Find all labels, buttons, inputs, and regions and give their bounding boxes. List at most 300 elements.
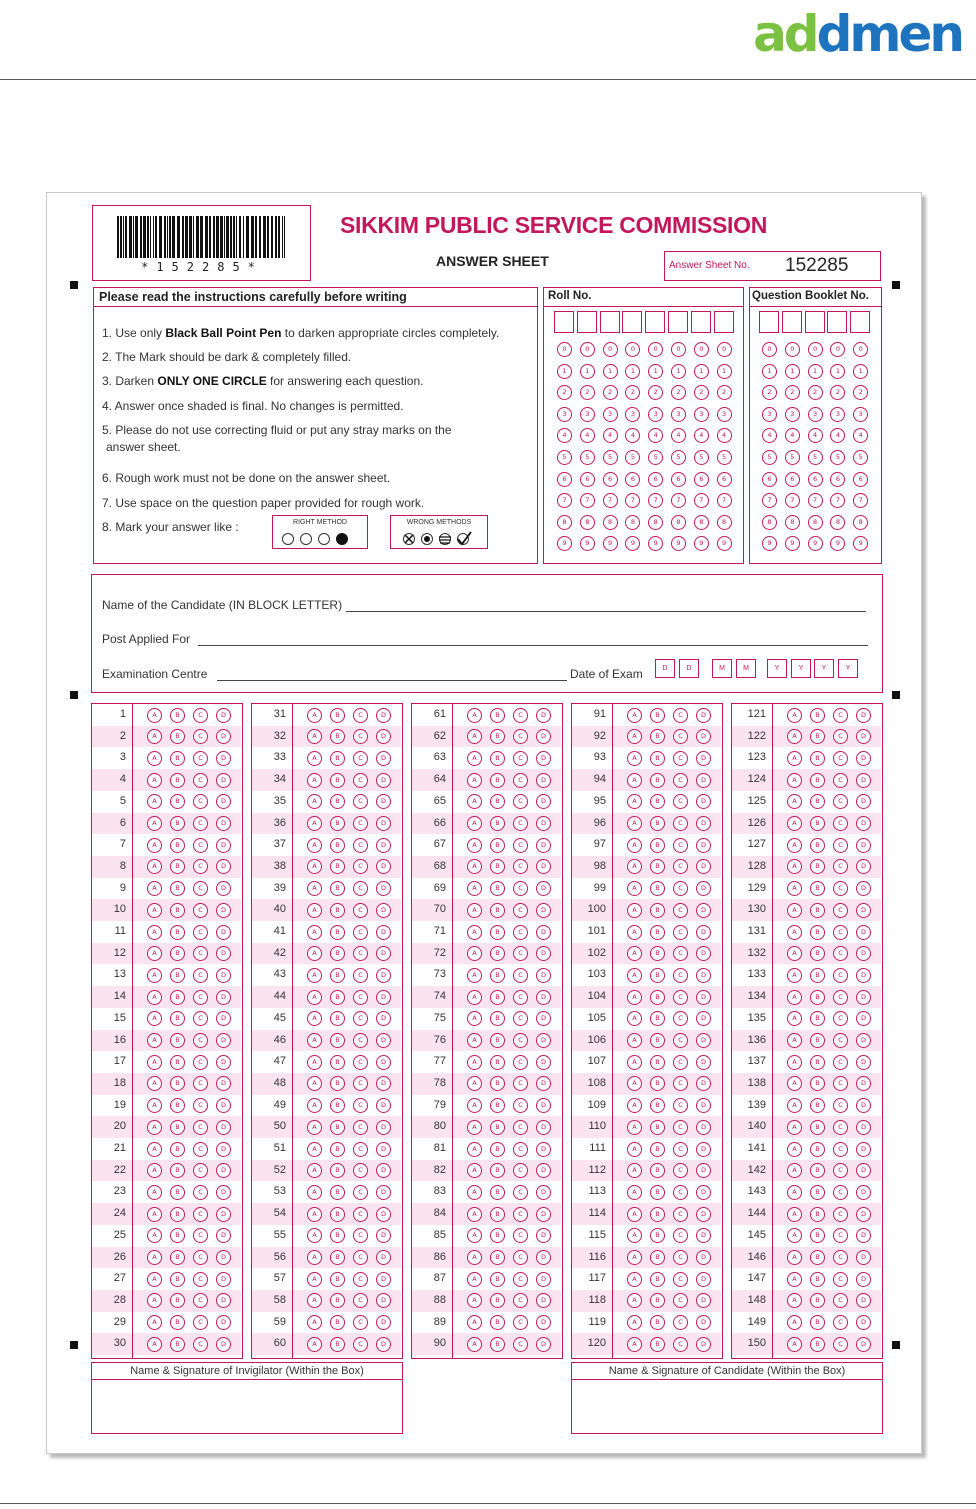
answer-bubble-b[interactable]: B bbox=[490, 968, 505, 983]
answer-bubble-c[interactable]: C bbox=[673, 1185, 688, 1200]
answer-bubble-b[interactable]: B bbox=[330, 838, 345, 853]
answer-bubble-d[interactable]: D bbox=[376, 903, 391, 918]
exam-centre-field[interactable] bbox=[217, 680, 567, 681]
answer-bubble-a[interactable]: A bbox=[147, 1142, 162, 1157]
exam-date-box[interactable]: Y bbox=[814, 659, 834, 678]
answer-bubble-a[interactable]: A bbox=[147, 1250, 162, 1265]
roll-no-digit-bubble[interactable]: 8 bbox=[648, 515, 663, 530]
answer-bubble-d[interactable]: D bbox=[696, 946, 711, 961]
answer-bubble-d[interactable]: D bbox=[376, 1250, 391, 1265]
answer-bubble-b[interactable]: B bbox=[330, 1098, 345, 1113]
answer-bubble-d[interactable]: D bbox=[856, 1142, 871, 1157]
answer-bubble-c[interactable]: C bbox=[193, 1098, 208, 1113]
answer-bubble-b[interactable]: B bbox=[170, 881, 185, 896]
roll-no-digit-bubble[interactable]: 0 bbox=[625, 342, 640, 357]
answer-bubble-d[interactable]: D bbox=[216, 1228, 231, 1243]
roll-no-digit-bubble[interactable]: 7 bbox=[580, 493, 595, 508]
answer-bubble-d[interactable]: D bbox=[536, 816, 551, 831]
answer-bubble-a[interactable]: A bbox=[787, 925, 802, 940]
answer-bubble-d[interactable]: D bbox=[216, 1055, 231, 1070]
exam-date-box[interactable]: D bbox=[655, 659, 675, 678]
roll-no-digit-bubble[interactable]: 2 bbox=[671, 385, 686, 400]
answer-bubble-c[interactable]: C bbox=[673, 1315, 688, 1330]
roll-no-digit-bubble[interactable]: 5 bbox=[648, 450, 663, 465]
answer-bubble-d[interactable]: D bbox=[216, 881, 231, 896]
answer-bubble-a[interactable]: A bbox=[147, 729, 162, 744]
answer-bubble-c[interactable]: C bbox=[673, 1055, 688, 1070]
answer-bubble-a[interactable]: A bbox=[787, 1185, 802, 1200]
answer-bubble-a[interactable]: A bbox=[787, 1163, 802, 1178]
answer-bubble-d[interactable]: D bbox=[696, 859, 711, 874]
booklet-no-digit-bubble[interactable]: 4 bbox=[785, 428, 800, 443]
answer-bubble-b[interactable]: B bbox=[650, 773, 665, 788]
answer-bubble-d[interactable]: D bbox=[536, 1337, 551, 1352]
answer-bubble-a[interactable]: A bbox=[627, 751, 642, 766]
answer-bubble-d[interactable]: D bbox=[216, 1337, 231, 1352]
answer-bubble-d[interactable]: D bbox=[696, 1033, 711, 1048]
answer-bubble-d[interactable]: D bbox=[856, 1228, 871, 1243]
answer-bubble-a[interactable]: A bbox=[627, 794, 642, 809]
answer-bubble-a[interactable]: A bbox=[627, 1098, 642, 1113]
answer-bubble-d[interactable]: D bbox=[856, 773, 871, 788]
answer-bubble-c[interactable]: C bbox=[833, 1337, 848, 1352]
answer-bubble-c[interactable]: C bbox=[353, 1142, 368, 1157]
answer-bubble-a[interactable]: A bbox=[787, 946, 802, 961]
roll-no-digit-bubble[interactable]: 5 bbox=[625, 450, 640, 465]
roll-no-digit-bubble[interactable]: 4 bbox=[671, 428, 686, 443]
answer-bubble-d[interactable]: D bbox=[376, 1055, 391, 1070]
answer-bubble-d[interactable]: D bbox=[856, 838, 871, 853]
answer-bubble-a[interactable]: A bbox=[787, 968, 802, 983]
answer-bubble-d[interactable]: D bbox=[696, 1055, 711, 1070]
answer-bubble-a[interactable]: A bbox=[787, 1098, 802, 1113]
answer-bubble-c[interactable]: C bbox=[353, 881, 368, 896]
booklet-no-digit-bubble[interactable]: 7 bbox=[785, 493, 800, 508]
answer-bubble-d[interactable]: D bbox=[856, 881, 871, 896]
booklet-no-digit-bubble[interactable]: 0 bbox=[853, 342, 868, 357]
answer-bubble-a[interactable]: A bbox=[147, 1185, 162, 1200]
roll-no-digit-bubble[interactable]: 1 bbox=[557, 364, 572, 379]
booklet-no-digit-bubble[interactable]: 3 bbox=[808, 407, 823, 422]
answer-bubble-b[interactable]: B bbox=[810, 1120, 825, 1135]
answer-bubble-d[interactable]: D bbox=[696, 1228, 711, 1243]
answer-bubble-d[interactable]: D bbox=[216, 1033, 231, 1048]
answer-bubble-a[interactable]: A bbox=[467, 751, 482, 766]
answer-bubble-d[interactable]: D bbox=[536, 1163, 551, 1178]
roll-no-digit-bubble[interactable]: 4 bbox=[580, 428, 595, 443]
answer-bubble-d[interactable]: D bbox=[216, 925, 231, 940]
booklet-no-digit-bubble[interactable]: 0 bbox=[762, 342, 777, 357]
booklet-no-digit-bubble[interactable]: 9 bbox=[853, 536, 868, 551]
answer-bubble-d[interactable]: D bbox=[696, 773, 711, 788]
answer-bubble-b[interactable]: B bbox=[650, 925, 665, 940]
answer-bubble-d[interactable]: D bbox=[376, 816, 391, 831]
answer-bubble-d[interactable]: D bbox=[856, 1098, 871, 1113]
answer-bubble-d[interactable]: D bbox=[536, 1076, 551, 1091]
booklet-no-digit-bubble[interactable]: 9 bbox=[830, 536, 845, 551]
answer-bubble-d[interactable]: D bbox=[696, 1272, 711, 1287]
answer-bubble-c[interactable]: C bbox=[513, 925, 528, 940]
answer-bubble-a[interactable]: A bbox=[147, 881, 162, 896]
answer-bubble-b[interactable]: B bbox=[650, 1011, 665, 1026]
answer-bubble-a[interactable]: A bbox=[307, 729, 322, 744]
roll-no-digit-bubble[interactable]: 6 bbox=[625, 472, 640, 487]
answer-bubble-a[interactable]: A bbox=[787, 1293, 802, 1308]
answer-bubble-d[interactable]: D bbox=[696, 968, 711, 983]
roll-no-entry-box[interactable] bbox=[645, 311, 665, 333]
answer-bubble-c[interactable]: C bbox=[353, 859, 368, 874]
answer-bubble-d[interactable]: D bbox=[856, 903, 871, 918]
answer-bubble-c[interactable]: C bbox=[833, 708, 848, 723]
answer-bubble-d[interactable]: D bbox=[376, 708, 391, 723]
answer-bubble-d[interactable]: D bbox=[376, 1163, 391, 1178]
answer-bubble-c[interactable]: C bbox=[673, 1250, 688, 1265]
booklet-no-digit-bubble[interactable]: 4 bbox=[762, 428, 777, 443]
booklet-no-digit-bubble[interactable]: 4 bbox=[808, 428, 823, 443]
roll-no-digit-bubble[interactable]: 9 bbox=[648, 536, 663, 551]
exam-date-box[interactable]: Y bbox=[767, 659, 787, 678]
answer-bubble-a[interactable]: A bbox=[787, 903, 802, 918]
answer-bubble-d[interactable]: D bbox=[536, 903, 551, 918]
answer-bubble-a[interactable]: A bbox=[307, 1272, 322, 1287]
roll-no-digit-bubble[interactable]: 2 bbox=[580, 385, 595, 400]
answer-bubble-b[interactable]: B bbox=[170, 968, 185, 983]
answer-bubble-a[interactable]: A bbox=[147, 968, 162, 983]
answer-bubble-c[interactable]: C bbox=[353, 1250, 368, 1265]
answer-bubble-c[interactable]: C bbox=[833, 1076, 848, 1091]
answer-bubble-d[interactable]: D bbox=[696, 794, 711, 809]
answer-bubble-b[interactable]: B bbox=[490, 1185, 505, 1200]
roll-no-digit-bubble[interactable]: 9 bbox=[694, 536, 709, 551]
answer-bubble-c[interactable]: C bbox=[673, 1120, 688, 1135]
roll-no-digit-bubble[interactable]: 0 bbox=[671, 342, 686, 357]
answer-bubble-d[interactable]: D bbox=[376, 794, 391, 809]
answer-bubble-d[interactable]: D bbox=[536, 751, 551, 766]
answer-bubble-b[interactable]: B bbox=[330, 1033, 345, 1048]
answer-bubble-c[interactable]: C bbox=[833, 881, 848, 896]
answer-bubble-c[interactable]: C bbox=[833, 1315, 848, 1330]
answer-bubble-a[interactable]: A bbox=[467, 1011, 482, 1026]
answer-bubble-c[interactable]: C bbox=[513, 881, 528, 896]
booklet-no-digit-bubble[interactable]: 3 bbox=[785, 407, 800, 422]
answer-bubble-d[interactable]: D bbox=[696, 903, 711, 918]
answer-bubble-a[interactable]: A bbox=[627, 1250, 642, 1265]
answer-bubble-b[interactable]: B bbox=[810, 1142, 825, 1157]
answer-bubble-b[interactable]: B bbox=[330, 903, 345, 918]
roll-no-digit-bubble[interactable]: 5 bbox=[603, 450, 618, 465]
answer-bubble-a[interactable]: A bbox=[307, 794, 322, 809]
answer-bubble-d[interactable]: D bbox=[856, 1120, 871, 1135]
answer-bubble-a[interactable]: A bbox=[627, 1337, 642, 1352]
answer-bubble-b[interactable]: B bbox=[330, 881, 345, 896]
answer-bubble-a[interactable]: A bbox=[147, 946, 162, 961]
answer-bubble-b[interactable]: B bbox=[650, 1185, 665, 1200]
roll-no-entry-box[interactable] bbox=[600, 311, 620, 333]
exam-date-box[interactable]: M bbox=[712, 659, 732, 678]
roll-no-digit-bubble[interactable]: 2 bbox=[648, 385, 663, 400]
answer-bubble-d[interactable]: D bbox=[216, 990, 231, 1005]
answer-bubble-d[interactable]: D bbox=[216, 838, 231, 853]
roll-no-digit-bubble[interactable]: 9 bbox=[717, 536, 732, 551]
answer-bubble-a[interactable]: A bbox=[467, 729, 482, 744]
answer-bubble-b[interactable]: B bbox=[810, 859, 825, 874]
exam-date-box[interactable]: M bbox=[736, 659, 756, 678]
answer-bubble-b[interactable]: B bbox=[490, 1120, 505, 1135]
answer-bubble-a[interactable]: A bbox=[627, 773, 642, 788]
answer-bubble-d[interactable]: D bbox=[536, 1315, 551, 1330]
candidate-signature-box[interactable] bbox=[571, 1362, 883, 1434]
answer-bubble-c[interactable]: C bbox=[833, 1120, 848, 1135]
answer-bubble-b[interactable]: B bbox=[490, 708, 505, 723]
answer-bubble-d[interactable]: D bbox=[376, 1033, 391, 1048]
answer-bubble-b[interactable]: B bbox=[650, 1120, 665, 1135]
answer-bubble-d[interactable]: D bbox=[216, 859, 231, 874]
answer-bubble-b[interactable]: B bbox=[650, 1250, 665, 1265]
booklet-no-digit-bubble[interactable]: 1 bbox=[762, 364, 777, 379]
answer-bubble-c[interactable]: C bbox=[833, 859, 848, 874]
answer-bubble-d[interactable]: D bbox=[376, 838, 391, 853]
answer-bubble-d[interactable]: D bbox=[856, 1076, 871, 1091]
answer-bubble-b[interactable]: B bbox=[650, 881, 665, 896]
answer-bubble-a[interactable]: A bbox=[467, 946, 482, 961]
answer-bubble-c[interactable]: C bbox=[673, 925, 688, 940]
answer-bubble-b[interactable]: B bbox=[170, 1033, 185, 1048]
answer-bubble-a[interactable]: A bbox=[467, 859, 482, 874]
answer-bubble-b[interactable]: B bbox=[490, 1207, 505, 1222]
answer-bubble-d[interactable]: D bbox=[856, 1163, 871, 1178]
answer-bubble-d[interactable]: D bbox=[376, 1120, 391, 1135]
answer-bubble-a[interactable]: A bbox=[147, 1293, 162, 1308]
answer-bubble-d[interactable]: D bbox=[216, 794, 231, 809]
answer-bubble-b[interactable]: B bbox=[170, 946, 185, 961]
answer-bubble-b[interactable]: B bbox=[170, 1185, 185, 1200]
answer-bubble-d[interactable]: D bbox=[536, 773, 551, 788]
answer-bubble-a[interactable]: A bbox=[467, 1098, 482, 1113]
roll-no-digit-bubble[interactable]: 9 bbox=[625, 536, 640, 551]
answer-bubble-a[interactable]: A bbox=[147, 708, 162, 723]
answer-bubble-b[interactable]: B bbox=[490, 881, 505, 896]
answer-bubble-a[interactable]: A bbox=[627, 816, 642, 831]
answer-bubble-a[interactable]: A bbox=[627, 1011, 642, 1026]
roll-no-digit-bubble[interactable]: 3 bbox=[625, 407, 640, 422]
answer-bubble-c[interactable]: C bbox=[833, 925, 848, 940]
answer-bubble-b[interactable]: B bbox=[810, 1033, 825, 1048]
booklet-no-digit-bubble[interactable]: 3 bbox=[762, 407, 777, 422]
answer-bubble-a[interactable]: A bbox=[467, 816, 482, 831]
answer-bubble-c[interactable]: C bbox=[353, 1272, 368, 1287]
answer-bubble-c[interactable]: C bbox=[353, 1120, 368, 1135]
answer-bubble-b[interactable]: B bbox=[170, 773, 185, 788]
answer-bubble-c[interactable]: C bbox=[833, 968, 848, 983]
answer-bubble-c[interactable]: C bbox=[833, 1142, 848, 1157]
roll-no-digit-bubble[interactable]: 7 bbox=[557, 493, 572, 508]
roll-no-digit-bubble[interactable]: 5 bbox=[694, 450, 709, 465]
answer-bubble-c[interactable]: C bbox=[513, 1228, 528, 1243]
answer-bubble-a[interactable]: A bbox=[307, 1011, 322, 1026]
answer-bubble-a[interactable]: A bbox=[627, 1076, 642, 1091]
answer-bubble-a[interactable]: A bbox=[147, 1098, 162, 1113]
booklet-no-digit-bubble[interactable]: 1 bbox=[785, 364, 800, 379]
answer-bubble-d[interactable]: D bbox=[376, 881, 391, 896]
roll-no-digit-bubble[interactable]: 2 bbox=[557, 385, 572, 400]
answer-bubble-b[interactable]: B bbox=[810, 1098, 825, 1113]
roll-no-digit-bubble[interactable]: 0 bbox=[603, 342, 618, 357]
answer-bubble-b[interactable]: B bbox=[810, 751, 825, 766]
exam-date-box[interactable]: Y bbox=[791, 659, 811, 678]
answer-bubble-a[interactable]: A bbox=[467, 925, 482, 940]
answer-bubble-b[interactable]: B bbox=[490, 1315, 505, 1330]
answer-bubble-a[interactable]: A bbox=[627, 881, 642, 896]
booklet-no-digit-bubble[interactable]: 8 bbox=[853, 515, 868, 530]
answer-bubble-b[interactable]: B bbox=[330, 1250, 345, 1265]
answer-bubble-d[interactable]: D bbox=[216, 1011, 231, 1026]
roll-no-digit-bubble[interactable]: 8 bbox=[625, 515, 640, 530]
answer-bubble-c[interactable]: C bbox=[193, 838, 208, 853]
answer-bubble-d[interactable]: D bbox=[536, 1207, 551, 1222]
answer-bubble-a[interactable]: A bbox=[787, 838, 802, 853]
answer-bubble-a[interactable]: A bbox=[307, 1120, 322, 1135]
answer-bubble-a[interactable]: A bbox=[467, 1272, 482, 1287]
answer-bubble-b[interactable]: B bbox=[330, 1120, 345, 1135]
answer-bubble-c[interactable]: C bbox=[353, 816, 368, 831]
answer-bubble-d[interactable]: D bbox=[216, 1293, 231, 1308]
answer-bubble-d[interactable]: D bbox=[696, 1120, 711, 1135]
roll-no-digit-bubble[interactable]: 0 bbox=[694, 342, 709, 357]
answer-bubble-d[interactable]: D bbox=[216, 1142, 231, 1157]
answer-bubble-a[interactable]: A bbox=[627, 903, 642, 918]
answer-bubble-d[interactable]: D bbox=[216, 1207, 231, 1222]
answer-bubble-c[interactable]: C bbox=[353, 946, 368, 961]
answer-bubble-a[interactable]: A bbox=[787, 729, 802, 744]
answer-bubble-d[interactable]: D bbox=[376, 1142, 391, 1157]
answer-bubble-d[interactable]: D bbox=[536, 1272, 551, 1287]
answer-bubble-c[interactable]: C bbox=[833, 1163, 848, 1178]
answer-bubble-c[interactable]: C bbox=[513, 1098, 528, 1113]
answer-bubble-b[interactable]: B bbox=[810, 838, 825, 853]
answer-bubble-d[interactable]: D bbox=[856, 751, 871, 766]
answer-bubble-c[interactable]: C bbox=[353, 708, 368, 723]
answer-bubble-b[interactable]: B bbox=[810, 729, 825, 744]
roll-no-digit-bubble[interactable]: 5 bbox=[580, 450, 595, 465]
answer-bubble-d[interactable]: D bbox=[216, 1098, 231, 1113]
answer-bubble-c[interactable]: C bbox=[673, 1163, 688, 1178]
answer-bubble-c[interactable]: C bbox=[513, 729, 528, 744]
answer-bubble-a[interactable]: A bbox=[467, 1207, 482, 1222]
booklet-no-digit-bubble[interactable]: 6 bbox=[830, 472, 845, 487]
answer-bubble-d[interactable]: D bbox=[216, 751, 231, 766]
roll-no-digit-bubble[interactable]: 1 bbox=[603, 364, 618, 379]
roll-no-digit-bubble[interactable]: 9 bbox=[603, 536, 618, 551]
roll-no-digit-bubble[interactable]: 3 bbox=[648, 407, 663, 422]
answer-bubble-a[interactable]: A bbox=[627, 859, 642, 874]
roll-no-digit-bubble[interactable]: 8 bbox=[557, 515, 572, 530]
answer-bubble-a[interactable]: A bbox=[147, 859, 162, 874]
answer-bubble-c[interactable]: C bbox=[193, 1293, 208, 1308]
booklet-no-digit-bubble[interactable]: 7 bbox=[808, 493, 823, 508]
answer-bubble-c[interactable]: C bbox=[353, 1185, 368, 1200]
answer-bubble-a[interactable]: A bbox=[467, 708, 482, 723]
answer-bubble-b[interactable]: B bbox=[490, 729, 505, 744]
answer-bubble-a[interactable]: A bbox=[307, 859, 322, 874]
roll-no-entry-box[interactable] bbox=[622, 311, 642, 333]
answer-bubble-b[interactable]: B bbox=[650, 990, 665, 1005]
answer-bubble-a[interactable]: A bbox=[307, 968, 322, 983]
answer-bubble-a[interactable]: A bbox=[467, 1120, 482, 1135]
answer-bubble-b[interactable]: B bbox=[330, 1228, 345, 1243]
answer-bubble-c[interactable]: C bbox=[673, 990, 688, 1005]
answer-bubble-c[interactable]: C bbox=[513, 968, 528, 983]
answer-bubble-c[interactable]: C bbox=[193, 816, 208, 831]
answer-bubble-c[interactable]: C bbox=[353, 1315, 368, 1330]
answer-bubble-b[interactable]: B bbox=[170, 1076, 185, 1091]
answer-bubble-d[interactable]: D bbox=[376, 1098, 391, 1113]
answer-bubble-b[interactable]: B bbox=[170, 903, 185, 918]
answer-bubble-c[interactable]: C bbox=[513, 1011, 528, 1026]
roll-no-digit-bubble[interactable]: 7 bbox=[694, 493, 709, 508]
booklet-no-digit-bubble[interactable]: 1 bbox=[830, 364, 845, 379]
answer-bubble-b[interactable]: B bbox=[810, 816, 825, 831]
answer-bubble-d[interactable]: D bbox=[536, 859, 551, 874]
answer-bubble-c[interactable]: C bbox=[193, 1033, 208, 1048]
answer-bubble-d[interactable]: D bbox=[376, 1207, 391, 1222]
answer-bubble-c[interactable]: C bbox=[673, 1293, 688, 1308]
answer-bubble-d[interactable]: D bbox=[856, 816, 871, 831]
answer-bubble-c[interactable]: C bbox=[673, 1337, 688, 1352]
answer-bubble-c[interactable]: C bbox=[193, 1337, 208, 1352]
answer-bubble-b[interactable]: B bbox=[810, 1293, 825, 1308]
roll-no-digit-bubble[interactable]: 0 bbox=[557, 342, 572, 357]
answer-bubble-c[interactable]: C bbox=[513, 1033, 528, 1048]
answer-bubble-b[interactable]: B bbox=[330, 1076, 345, 1091]
roll-no-entry-box[interactable] bbox=[554, 311, 574, 333]
answer-bubble-c[interactable]: C bbox=[353, 751, 368, 766]
answer-bubble-d[interactable]: D bbox=[696, 881, 711, 896]
answer-bubble-c[interactable]: C bbox=[193, 708, 208, 723]
answer-bubble-a[interactable]: A bbox=[627, 1272, 642, 1287]
answer-bubble-a[interactable]: A bbox=[147, 816, 162, 831]
answer-bubble-c[interactable]: C bbox=[833, 751, 848, 766]
answer-bubble-b[interactable]: B bbox=[330, 816, 345, 831]
answer-bubble-d[interactable]: D bbox=[536, 1250, 551, 1265]
answer-bubble-d[interactable]: D bbox=[536, 1120, 551, 1135]
answer-bubble-d[interactable]: D bbox=[216, 1163, 231, 1178]
answer-bubble-b[interactable]: B bbox=[170, 990, 185, 1005]
answer-bubble-b[interactable]: B bbox=[330, 1207, 345, 1222]
answer-bubble-c[interactable]: C bbox=[353, 1055, 368, 1070]
booklet-no-digit-bubble[interactable]: 8 bbox=[808, 515, 823, 530]
answer-bubble-c[interactable]: C bbox=[513, 794, 528, 809]
answer-bubble-a[interactable]: A bbox=[627, 1293, 642, 1308]
answer-bubble-c[interactable]: C bbox=[193, 946, 208, 961]
roll-no-digit-bubble[interactable]: 3 bbox=[603, 407, 618, 422]
answer-bubble-d[interactable]: D bbox=[856, 1315, 871, 1330]
answer-bubble-d[interactable]: D bbox=[216, 1185, 231, 1200]
answer-bubble-b[interactable]: B bbox=[330, 1315, 345, 1330]
answer-bubble-c[interactable]: C bbox=[353, 1337, 368, 1352]
roll-no-digit-bubble[interactable]: 7 bbox=[648, 493, 663, 508]
answer-bubble-d[interactable]: D bbox=[696, 1337, 711, 1352]
answer-bubble-b[interactable]: B bbox=[810, 1250, 825, 1265]
answer-bubble-d[interactable]: D bbox=[216, 729, 231, 744]
answer-bubble-b[interactable]: B bbox=[810, 881, 825, 896]
answer-bubble-c[interactable]: C bbox=[833, 1228, 848, 1243]
answer-bubble-c[interactable]: C bbox=[833, 729, 848, 744]
answer-bubble-a[interactable]: A bbox=[147, 1272, 162, 1287]
answer-bubble-b[interactable]: B bbox=[170, 1250, 185, 1265]
answer-bubble-c[interactable]: C bbox=[353, 1293, 368, 1308]
answer-bubble-b[interactable]: B bbox=[650, 838, 665, 853]
answer-bubble-b[interactable]: B bbox=[650, 708, 665, 723]
